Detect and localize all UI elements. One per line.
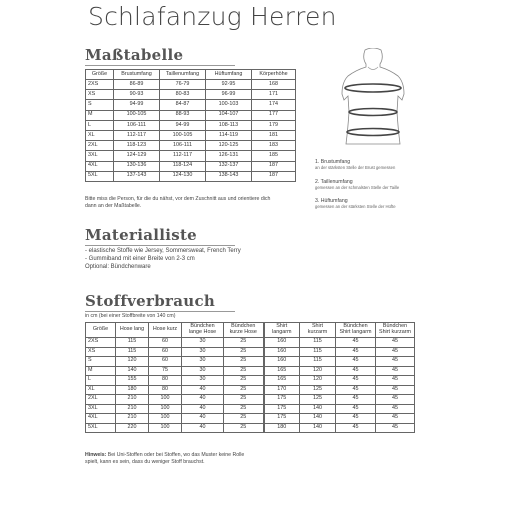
table-row: [86, 338, 415, 348]
measure-table: [85, 69, 296, 182]
fabric-table: [85, 322, 415, 433]
table-cell: 4XL: [86, 414, 116, 424]
column-header: Bündchen Shirt kurzarm: [376, 323, 415, 338]
table-cell: 155: [116, 376, 149, 386]
table-cell: 132-137: [206, 161, 252, 171]
column-header: Brustumfang: [114, 70, 160, 80]
hip-line: [347, 129, 399, 136]
table-cell: 80: [149, 376, 182, 386]
table-cell: 45: [336, 414, 376, 424]
table-row: [86, 120, 296, 130]
table-cell: 90-93: [114, 90, 160, 100]
table-cell: 180: [116, 385, 149, 395]
table-cell: 140: [300, 414, 336, 424]
table-cell: 171: [252, 90, 296, 100]
table-cell: 104-107: [206, 110, 252, 120]
table-cell: 100-105: [114, 110, 160, 120]
fabric-subtitle: in cm (bei einer Stoffbreite von 140 cm): [85, 313, 176, 319]
table-cell: 100-103: [206, 100, 252, 110]
table-cell: 183: [252, 141, 296, 151]
column-header: Größe: [86, 70, 114, 80]
table-cell: 165: [264, 376, 300, 386]
table-row: [86, 80, 296, 90]
table-cell: 174: [252, 100, 296, 110]
table-row: [86, 423, 415, 433]
table-cell: L: [86, 376, 116, 386]
bust-line: [345, 84, 401, 92]
table-cell: 45: [376, 357, 415, 367]
table-cell: 45: [336, 366, 376, 376]
table-cell: 88-93: [160, 110, 206, 120]
heading-underline: [85, 245, 235, 246]
table-cell: 187: [252, 161, 296, 171]
table-cell: 125: [300, 395, 336, 405]
table-cell: 187: [252, 171, 296, 181]
table-cell: 40: [182, 404, 224, 414]
table-cell: 25: [224, 404, 264, 414]
table-cell: 185: [252, 151, 296, 161]
table-row: [86, 395, 415, 405]
table-cell: 168: [252, 80, 296, 90]
table-cell: 80: [149, 385, 182, 395]
column-header: Taillenumfang: [160, 70, 206, 80]
table-cell: 45: [336, 376, 376, 386]
table-cell: 5XL: [86, 171, 114, 181]
legend-sub: an der stärksten Stelle der Brust gemessen: [315, 164, 396, 170]
materials-list: [85, 248, 241, 271]
table-row: [86, 151, 296, 161]
table-cell: 80-83: [160, 90, 206, 100]
fabric-heading: [85, 292, 215, 310]
table-cell: 45: [376, 395, 415, 405]
materials-line: - elastische Stoffe wie Jersey, Sommersweat, French Terry: [85, 248, 241, 254]
table-row: [86, 404, 415, 414]
table-cell: 30: [182, 347, 224, 357]
table-cell: 120: [116, 357, 149, 367]
legend-sub: gemessen an der stärksten Stelle der Hüfte: [315, 203, 396, 209]
table-cell: S: [86, 100, 114, 110]
table-cell: 210: [116, 414, 149, 424]
table-cell: 2XL: [86, 395, 116, 405]
column-header: Bündchen kurze Hose: [224, 323, 264, 338]
table-cell: 124-129: [114, 151, 160, 161]
table-cell: 40: [182, 423, 224, 433]
table-cell: 108-113: [206, 120, 252, 130]
table-cell: XL: [86, 130, 114, 140]
hint-line: Bei Uni-Stoffen oder bei Stoffen, wo das Muster keine Rolle: [106, 452, 245, 458]
table-cell: 92-95: [206, 80, 252, 90]
table-row: [86, 385, 415, 395]
table-cell: 25: [224, 347, 264, 357]
legend-sub: gemessen an der schmalsten Stelle der Taille: [315, 184, 400, 190]
table-cell: 100: [149, 395, 182, 405]
table-cell: 160: [264, 338, 300, 348]
table-cell: 45: [336, 357, 376, 367]
table-cell: XS: [86, 347, 116, 357]
table-cell: 115: [300, 347, 336, 357]
table-row: [86, 347, 415, 357]
table-cell: 138-143: [206, 171, 252, 181]
table-cell: 120: [300, 366, 336, 376]
table-row: [86, 161, 296, 171]
table-cell: 60: [149, 338, 182, 348]
table-cell: 25: [224, 357, 264, 367]
table-cell: 60: [149, 347, 182, 357]
column-header: Bündchen Shirt langarm: [336, 323, 376, 338]
table-cell: 45: [376, 423, 415, 433]
table-row: [86, 414, 415, 424]
materials-line: Optional: Bündchenware: [85, 263, 151, 270]
table-row: [86, 171, 296, 181]
table-cell: 175: [264, 404, 300, 414]
table-cell: 140: [300, 404, 336, 414]
page-title: Schlafanzug Herren: [88, 2, 337, 31]
table-cell: 100: [149, 423, 182, 433]
table-cell: 160: [264, 357, 300, 367]
table-cell: 45: [336, 385, 376, 395]
table-cell: 100-105: [160, 130, 206, 140]
materials-line: - Gummiband mit einer Breite von 2-3 cm: [85, 255, 195, 262]
table-row: [86, 376, 415, 386]
table-cell: 118-123: [114, 141, 160, 151]
table-cell: 181: [252, 130, 296, 140]
table-cell: 60: [149, 357, 182, 367]
waist-line: [349, 109, 397, 116]
table-cell: 137-143: [114, 171, 160, 181]
table-cell: 94-99: [114, 100, 160, 110]
table-cell: XS: [86, 90, 114, 100]
table-cell: 165: [264, 366, 300, 376]
column-header: Größe: [86, 323, 116, 338]
column-header: Shirt kurzarm: [300, 323, 336, 338]
table-cell: 45: [336, 404, 376, 414]
table-cell: 25: [224, 376, 264, 386]
legend-item-1: [315, 160, 395, 171]
legend-item-3: [315, 199, 396, 210]
table-cell: 125: [300, 385, 336, 395]
table-cell: 115: [116, 338, 149, 348]
table-cell: 120: [300, 376, 336, 386]
table-cell: 115: [300, 357, 336, 367]
table-row: [86, 130, 296, 140]
table-cell: S: [86, 357, 116, 367]
table-cell: 106-111: [114, 120, 160, 130]
table-cell: 45: [376, 376, 415, 386]
table-cell: 2XL: [86, 141, 114, 151]
table-cell: 45: [376, 347, 415, 357]
table-row: [86, 366, 415, 376]
table-cell: 115: [116, 347, 149, 357]
table-cell: 2XS: [86, 80, 114, 90]
table-row: [86, 110, 296, 120]
column-header: Körperhöhe: [252, 70, 296, 80]
measure-note-line: dann an der Maßtabelle.: [85, 202, 142, 209]
table-cell: 25: [224, 338, 264, 348]
fabric-heading-text: Stoffverbrauch: [85, 292, 216, 310]
table-cell: 4XL: [86, 161, 114, 171]
table-cell: 160: [264, 347, 300, 357]
table-cell: M: [86, 366, 116, 376]
table-cell: 76-79: [160, 80, 206, 90]
table-cell: 120-125: [206, 141, 252, 151]
table-cell: 100: [149, 404, 182, 414]
table-cell: 86-89: [114, 80, 160, 90]
measure-heading: [85, 46, 183, 64]
legend-item-2: [315, 180, 399, 191]
table-cell: 75: [149, 366, 182, 376]
table-cell: 130-136: [114, 161, 160, 171]
column-header: Shirt langarm: [264, 323, 300, 338]
table-cell: 3XL: [86, 151, 114, 161]
table-cell: 30: [182, 357, 224, 367]
table-cell: 112-117: [160, 151, 206, 161]
measure-note: [85, 196, 300, 209]
table-cell: 84-87: [160, 100, 206, 110]
table-cell: 210: [116, 395, 149, 405]
measure-heading-text: Maßtabelle: [85, 46, 184, 64]
table-cell: 2XS: [86, 338, 116, 348]
table-cell: 30: [182, 376, 224, 386]
materials-heading-text: Materialliste: [85, 226, 198, 244]
table-cell: 45: [376, 366, 415, 376]
table-row: [86, 357, 415, 367]
table-cell: 96-99: [206, 90, 252, 100]
legend-title: 3. Hüftumfang: [315, 198, 348, 204]
table-cell: 115: [300, 338, 336, 348]
fabric-hint: [85, 452, 325, 465]
table-cell: 106-111: [160, 141, 206, 151]
table-cell: 112-117: [114, 130, 160, 140]
table-cell: 210: [116, 404, 149, 414]
table-cell: 45: [336, 347, 376, 357]
table-cell: 140: [116, 366, 149, 376]
table-cell: 45: [336, 338, 376, 348]
table-cell: 94-99: [160, 120, 206, 130]
table-cell: L: [86, 120, 114, 130]
table-row: [86, 100, 296, 110]
table-cell: 175: [264, 414, 300, 424]
column-header: Bündchen lange Hose: [182, 323, 224, 338]
table-cell: 179: [252, 120, 296, 130]
table-cell: 25: [224, 385, 264, 395]
heading-underline: [85, 311, 235, 312]
table-row: [86, 90, 296, 100]
table-cell: 45: [376, 404, 415, 414]
table-cell: 140: [300, 423, 336, 433]
table-cell: 40: [182, 385, 224, 395]
measure-note-line: Bitte miss die Person, für die du nähst, vor dem Zuschnitt aus und orientiere dich: [85, 196, 271, 202]
table-cell: 180: [264, 423, 300, 433]
table-cell: 124-130: [160, 171, 206, 181]
table-cell: 25: [224, 423, 264, 433]
table-cell: 5XL: [86, 423, 116, 433]
table-cell: 177: [252, 110, 296, 120]
table-cell: 30: [182, 366, 224, 376]
table-cell: 175: [264, 395, 300, 405]
hint-line: spielt, kann es sein, dass du weniger Stoff brauchst.: [85, 458, 205, 465]
table-cell: 45: [376, 338, 415, 348]
table-cell: M: [86, 110, 114, 120]
table-cell: 100: [149, 414, 182, 424]
table-cell: 126-131: [206, 151, 252, 161]
legend-title: 2. Taillenumfang: [315, 179, 353, 185]
column-header: Hüftumfang: [206, 70, 252, 80]
table-cell: 45: [376, 385, 415, 395]
table-cell: 114-119: [206, 130, 252, 140]
hint-label: Hinweis:: [85, 452, 107, 458]
column-header: Hose kurz: [149, 323, 182, 338]
table-cell: 45: [336, 395, 376, 405]
table-cell: XL: [86, 385, 116, 395]
table-cell: 3XL: [86, 404, 116, 414]
body-figure: [318, 48, 428, 148]
table-cell: 40: [182, 395, 224, 405]
legend-title: 1. Brustumfang: [315, 159, 351, 165]
table-cell: 45: [376, 414, 415, 424]
table-cell: 220: [116, 423, 149, 433]
table-cell: 30: [182, 338, 224, 348]
table-cell: 25: [224, 395, 264, 405]
heading-underline: [85, 65, 235, 66]
column-header: Hose lang: [116, 323, 149, 338]
table-cell: 25: [224, 414, 264, 424]
materials-heading: [85, 226, 197, 244]
table-cell: 25: [224, 366, 264, 376]
table-cell: 170: [264, 385, 300, 395]
table-cell: 40: [182, 414, 224, 424]
table-row: [86, 141, 296, 151]
table-cell: 118-124: [160, 161, 206, 171]
table-cell: 45: [336, 423, 376, 433]
